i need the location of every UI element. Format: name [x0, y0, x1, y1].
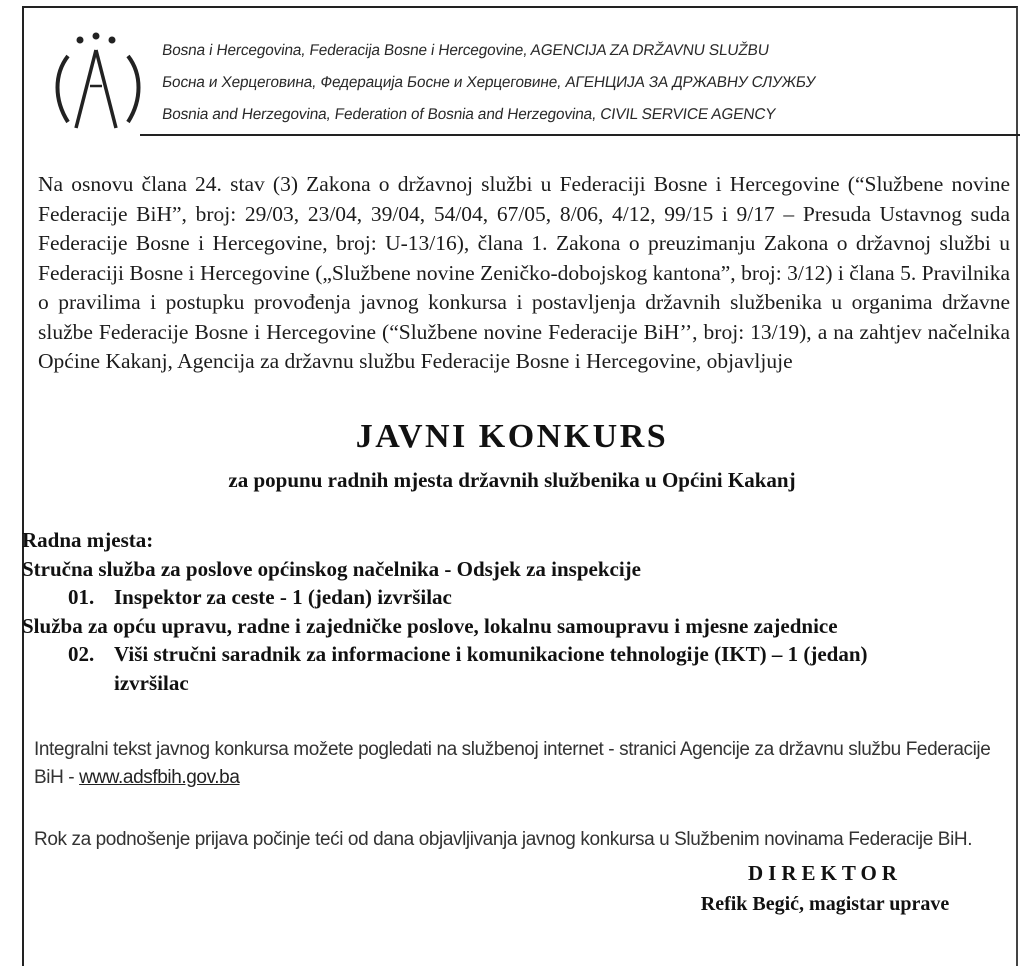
full-text-notice [34, 736, 994, 792]
service-department-1: Stručna služba za poslove općinskog načelnika - Odsjek za inspekcije [22, 556, 641, 581]
positions-heading: Radna mjesta: [22, 528, 154, 552]
position-number: 02. [68, 642, 95, 666]
signatory-name: Refik Begić, magistar uprave [700, 893, 950, 915]
signatory-title: DIREKTOR [748, 861, 902, 885]
announcement-subtitle: za popunu radnih mjesta državnih službenika u Općini Kakanj [228, 468, 796, 492]
position-number: 01. [68, 585, 95, 609]
full-text-notice-text: Integralni tekst javnog konkursa možete pogledati na službenoj internet - stranici Agencije za državnu službu Federacije BiH - [34, 739, 991, 788]
position-title-continuation: izvršilac [114, 670, 189, 695]
position-title: Inspektor za ceste - 1 (jedan) izvršilac [114, 585, 452, 609]
agency-logo-icon [50, 30, 150, 134]
announcement-title: JAVNI KONKURS [355, 418, 669, 455]
signature-block [660, 858, 990, 920]
position-item-2 [22, 640, 1012, 669]
position-title: Viši stručni saradnik za informacione i komunikacione tehnologije (IKT) – 1 (jedan) [114, 642, 868, 666]
agency-header [22, 6, 1018, 138]
agency-name-english: Bosnia and Herzegovina, Federation of Bosnia and Herzegovina, CIVIL SERVICE AGENCY [160, 106, 777, 123]
application-deadline-notice: Rok za podnošenje prijava počinje teći od dana objavljivanja javnog konkursa u Službenim novinama Federacije BiH. [34, 829, 973, 850]
position-item-1 [22, 583, 1012, 612]
agency-name-serbian: Босна и Херцеговина, Федерација Босне и Херцеговине, АГЕНЦИЈА ЗА ДРЖАВНУ СЛУЖБУ [160, 74, 817, 91]
header-divider [140, 134, 1020, 136]
legal-basis-paragraph: Na osnovu člana 24. stav (3) Zakona o državnoj službi u Federaciji Bosne i Hercegovine (“Službene novine Federacije BiH”, broj: 29/03, 23/04, 39/04, 54/04, 67/05, 8/06, 4/12, 99/15 i 9/17 – Presuda Ustavnog suda Federacije Bosne i Hercegovine, broj: U-13/16), člana 1. Zakona o preuzimanju Zakona o državnoj službi u Federaciji Bosne i Hercegovine („Službene novine Zeničko-dobojskog kantona”, broj: 3/12) i člana 5. Pravilnika o pravilima i postupku provođenja javnog konkursa i postavljenja državnih službenika u organima državne službe Federacije Bosne i Hercegovine (“Službene novine Federacije BiH’’, broj: 13/19), a na zahtjev načelnika Općine Kakanj, Agencija za državnu službu Federacije Bosne i Hercegovine, objavljuje [38, 172, 1010, 373]
positions-section [22, 526, 1012, 697]
agency-website-link[interactable]: www.adsfbih.gov.ba [79, 767, 240, 788]
service-department-2: Služba za opću upravu, radne i zajedničke poslove, lokalnu samoupravu i mjesne zajednice [22, 613, 838, 638]
agency-name-bosnian: Bosna i Hercegovina, Federacija Bosne i Hercegovine, AGENCIJA ZA DRŽAVNU SLUŽBU [160, 42, 771, 59]
